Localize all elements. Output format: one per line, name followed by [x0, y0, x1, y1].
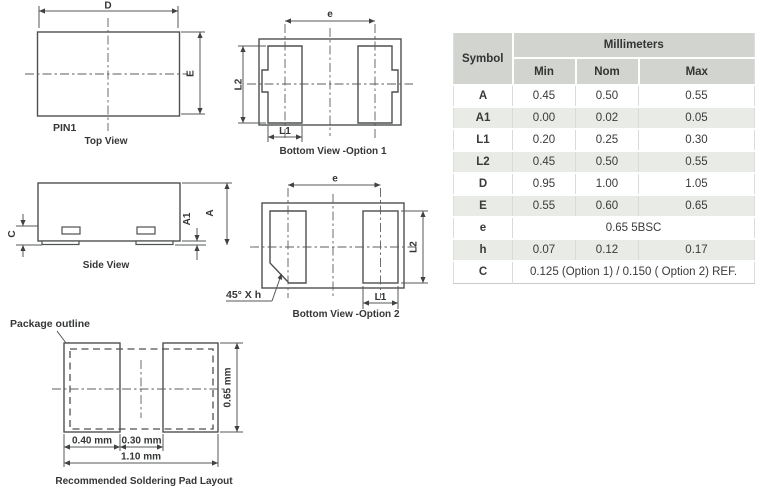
min-cell: 0.55: [513, 195, 576, 217]
solder-pad-right: [163, 343, 218, 432]
min-cell: 0.20: [513, 129, 576, 151]
symbol-cell: C: [478, 266, 488, 279]
table-row-d: [454, 173, 755, 195]
min-cell: 0.95: [513, 173, 576, 195]
top-view-caption: Top View: [84, 136, 128, 147]
table-row-l1: [454, 129, 755, 151]
header-max: Max: [639, 58, 755, 85]
max-cell: 0.17: [639, 239, 755, 261]
terminal-foot-left: [42, 241, 79, 245]
dim-label-pad-height: 0.65 mm: [222, 367, 234, 408]
chamfer-note-label: 45° X h: [226, 289, 262, 301]
side-view-diagram: [0, 170, 235, 280]
dimension-l1: [268, 126, 302, 142]
symbol-cell: h: [479, 244, 487, 256]
dim-label-gap: 0.30 mm: [121, 435, 162, 447]
table-row-a1: [454, 107, 755, 129]
terminal-mark-left: [62, 227, 80, 234]
dim-label-total-width: 1.10 mm: [120, 451, 162, 463]
terminal-foot-right: [136, 241, 173, 245]
symbol-cell: A: [478, 90, 488, 102]
min-cell: 0.45: [513, 151, 576, 173]
dim-label-a1: A1: [182, 212, 193, 226]
dimension-e-pitch: [285, 9, 375, 24]
dimension-d: [39, 1, 178, 29]
pad-layout-caption: Recommended Soldering Pad Layout: [55, 476, 233, 487]
max-cell: 0.65: [639, 195, 755, 217]
dim-label-c: C: [7, 230, 18, 238]
table-row-a: [454, 85, 755, 107]
dimension-e-pitch: [288, 174, 381, 188]
symbol-cell: D: [478, 178, 488, 190]
table-row-h: [454, 239, 755, 261]
header-symbol: Symbol: [454, 33, 513, 85]
header-min: Min: [513, 58, 576, 85]
max-cell: 1.05: [639, 173, 755, 195]
nom-cell: 0.50: [576, 151, 639, 173]
dim-label-d: D: [104, 0, 112, 12]
symbol-cell: e: [479, 222, 487, 234]
header-millimeters: Millimeters: [513, 33, 755, 58]
max-cell: 0.05: [639, 107, 755, 129]
max-cell: 0.30: [639, 129, 755, 151]
dim-label-l2: L2: [233, 78, 245, 91]
side-view-caption: Side View: [82, 260, 130, 271]
span-value-cell: 0.65 5BSC: [513, 217, 755, 239]
dim-label-e: E: [185, 70, 197, 77]
nom-cell: 0.25: [576, 129, 639, 151]
span-value-cell: 0.125 (Option 1) / 0.150 ( Option 2) REF.: [513, 261, 755, 283]
solder-pad-left: [64, 343, 120, 432]
header-nom: Nom: [576, 58, 639, 85]
min-cell: 0.00: [513, 107, 576, 129]
bottom-view1-caption: Bottom View -Option 1: [279, 146, 387, 157]
dim-label-a: A: [205, 209, 216, 217]
table-row-l2: [454, 151, 755, 173]
dim-label-e: e: [332, 173, 338, 185]
dimension-l2: [401, 211, 428, 283]
table-row-c: [454, 261, 755, 283]
bottom-view-option2-diagram: [225, 170, 460, 328]
dimension-pad-height: [220, 343, 243, 432]
terminal-pad-left: [262, 46, 302, 123]
dim-label-l2: L2: [408, 241, 420, 253]
table-header: [454, 33, 755, 85]
min-cell: 0.45: [513, 85, 576, 107]
top-view-diagram: [0, 0, 235, 158]
dim-label-l1: L1: [279, 126, 291, 137]
package-outline-label: Package outline: [10, 318, 90, 330]
bottom-view2-caption: Bottom View -Option 2: [292, 309, 400, 320]
nom-cell: 1.00: [576, 173, 639, 195]
dimensions-table: [453, 33, 755, 284]
package-body-outline: [38, 183, 180, 241]
symbol-cell: L2: [476, 156, 490, 168]
bottom-view-option1-diagram: [230, 0, 455, 165]
nom-cell: 0.50: [576, 85, 639, 107]
table-row-e-pitch: [454, 217, 755, 239]
nom-cell: 0.60: [576, 195, 639, 217]
dim-label-pad-width: 0.40 mm: [71, 435, 113, 447]
dimension-c: [7, 214, 42, 257]
soldering-pad-layout-diagram: [0, 310, 262, 498]
nom-cell: 0.12: [576, 239, 639, 261]
dimension-total-width: [64, 452, 218, 466]
min-cell: 0.07: [513, 239, 576, 261]
terminal-mark-right: [137, 227, 155, 234]
max-cell: 0.55: [639, 151, 755, 173]
symbol-cell: E: [479, 200, 487, 212]
pin1-label: PIN1: [53, 122, 77, 134]
dim-label-l1: L1: [374, 292, 387, 303]
table-row-e-height: [454, 195, 755, 217]
terminal-pad-right: [358, 46, 398, 123]
dim-label-e: e: [327, 9, 333, 20]
max-cell: 0.55: [639, 85, 755, 107]
symbol-cell: A1: [475, 112, 491, 124]
nom-cell: 0.02: [576, 107, 639, 129]
dimension-e-height: [181, 32, 205, 114]
symbol-cell: L1: [476, 134, 490, 146]
